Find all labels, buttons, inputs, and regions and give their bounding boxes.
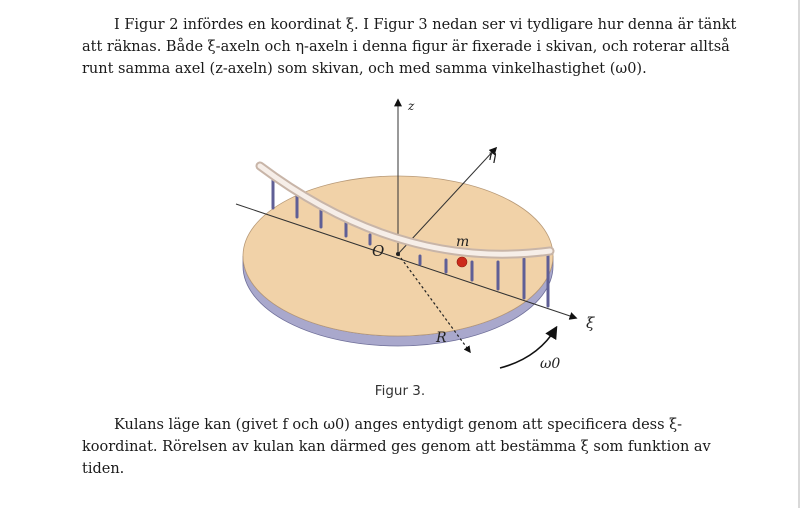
paragraph-followup-line-2: koordinat. Rörelsen av kulan kan därmed ges genom att bestämma ξ som funktion av bbox=[82, 439, 711, 455]
radius-label: R bbox=[436, 330, 447, 346]
origin-label: O bbox=[372, 242, 385, 260]
mass-label: m bbox=[456, 234, 470, 250]
paragraph-intro-line-3: runt samma axel (z-axeln) som skivan, och med samma vinkelhastighet (ω0). bbox=[82, 61, 647, 77]
paragraph-followup-line-1: Kulans läge kan (givet f och ω0) anges entydigt genom att specificera dess ξ- bbox=[114, 417, 683, 433]
eta-axis-label: η bbox=[488, 148, 497, 164]
figure-rotating-disk bbox=[200, 96, 620, 386]
paragraph-intro-line-1: I Figur 2 infördes en koordinat ξ. I Figur 3 nedan ser vi tydligare hur denna är tänkt bbox=[114, 17, 737, 33]
figure-caption: Figur 3. bbox=[374, 383, 426, 399]
paragraph-followup bbox=[82, 414, 722, 480]
omega-label: ω0 bbox=[540, 356, 561, 372]
z-axis-label: z bbox=[408, 99, 415, 113]
mass-ball bbox=[457, 257, 467, 267]
paragraph-followup-line-3: tiden. bbox=[82, 461, 125, 477]
paragraph-intro-line-2: att räknas. Både ξ-axeln och η-axeln i denna figur är fixerade i skivan, och roterar alltså bbox=[82, 39, 730, 55]
xi-axis-label: ξ bbox=[586, 314, 595, 332]
paragraph-intro bbox=[82, 14, 737, 80]
